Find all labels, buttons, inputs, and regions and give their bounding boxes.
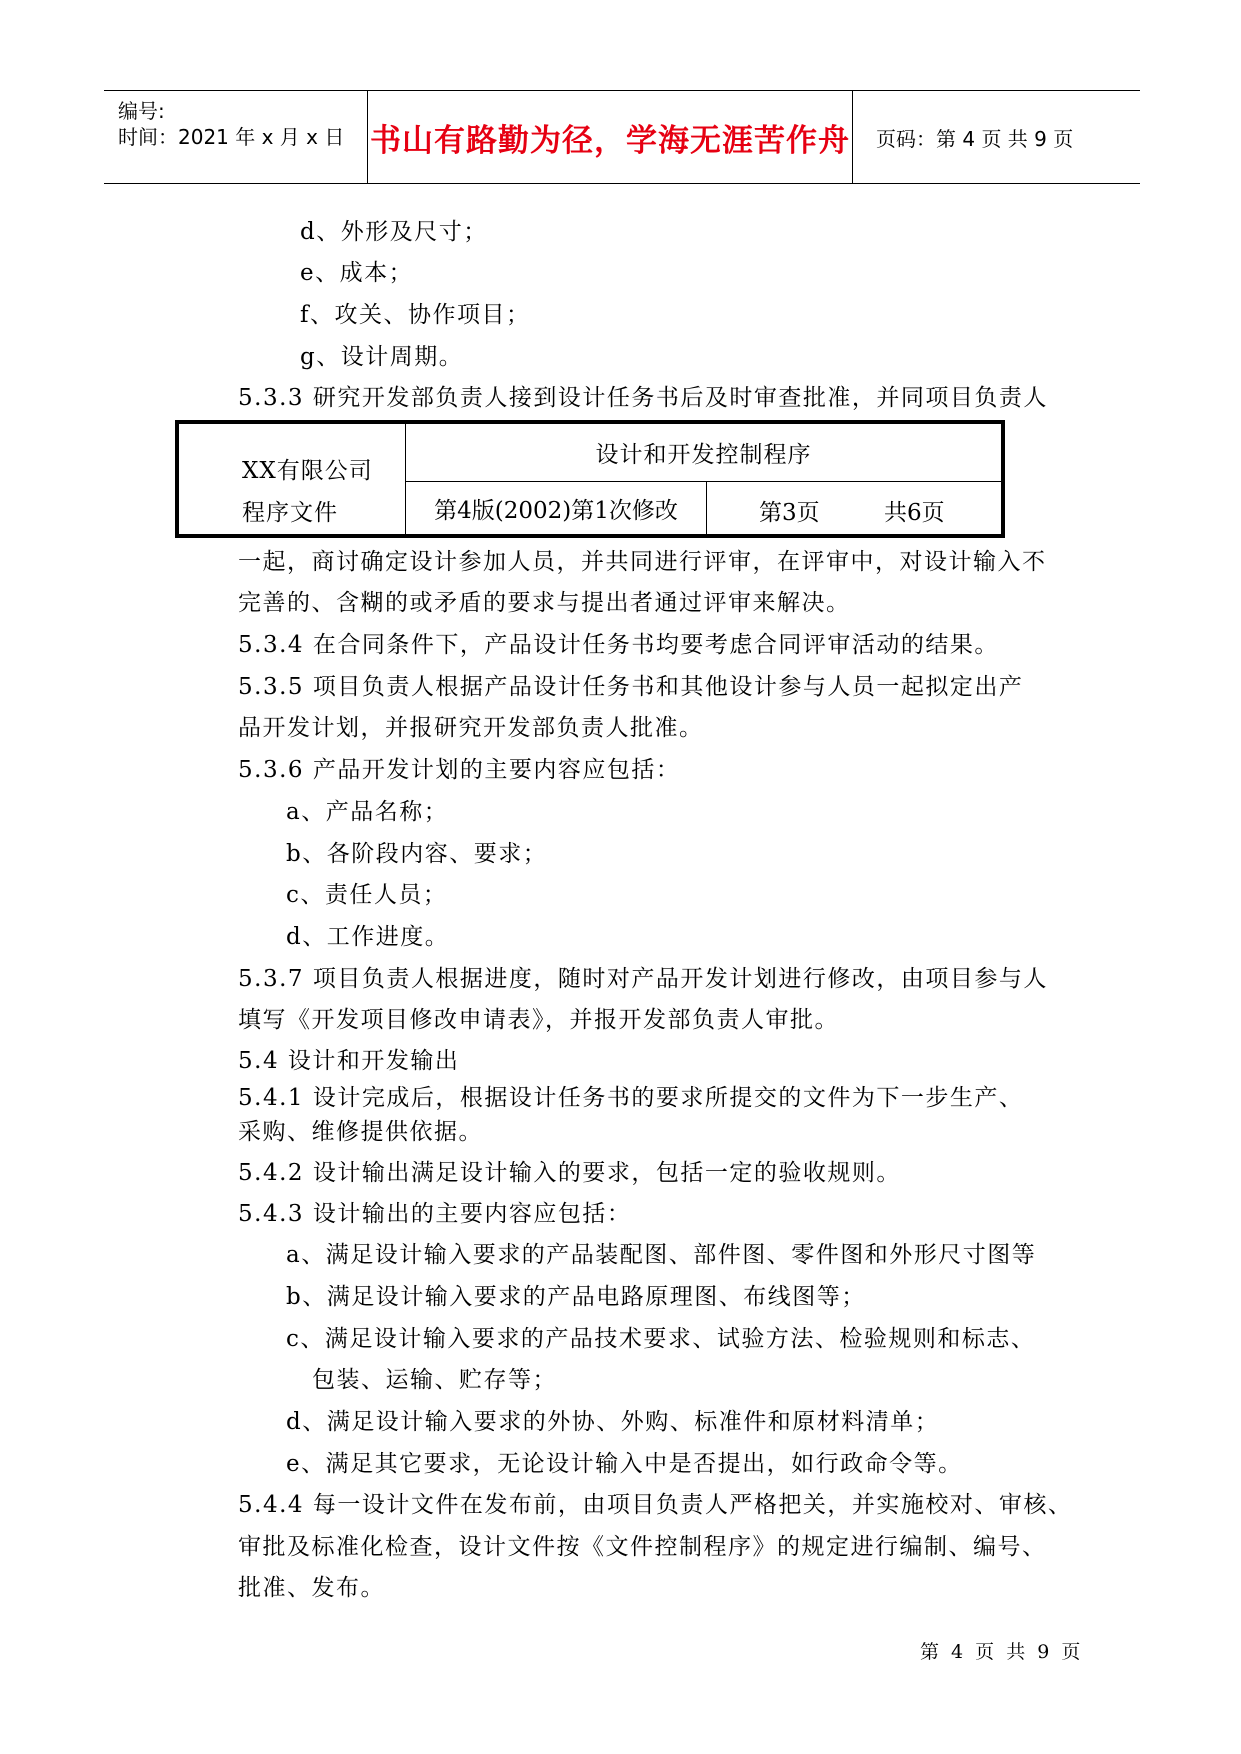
section-heading: 5.4 设计和开发输出 bbox=[238, 1048, 460, 1074]
box-total: 共6页 bbox=[884, 500, 945, 526]
list-item: a、产品名称； bbox=[286, 799, 449, 825]
company-name: XX有限公司 bbox=[242, 458, 373, 484]
time-label: 时间：2021 年 x 月 x 日 bbox=[118, 125, 345, 149]
paragraph-line: 5.3.3 研究开发部负责人接到设计任务书后及时审查批准，并同项目负责人 bbox=[238, 385, 1048, 411]
list-item: e、成本； bbox=[300, 260, 414, 286]
paragraph-line: 审批及标准化检查，设计文件按《文件控制程序》的规定进行编制、编号、 bbox=[238, 1534, 1047, 1560]
list-item-continuation: 包装、运输、贮存等； bbox=[312, 1367, 557, 1393]
paragraph-line: 采购、维修提供依据。 bbox=[238, 1119, 483, 1145]
paragraph-line: 一起，商讨确定设计参加人员，并共同进行评审，在评审中，对设计输入不 bbox=[238, 549, 1047, 575]
paragraph-line: 5.3.7 项目负责人根据进度，随时对产品开发计划进行修改，由项目参与人 bbox=[238, 966, 1048, 992]
list-item: f、攻关、协作项目； bbox=[300, 302, 531, 328]
paragraph-line: 5.4.1 设计完成后，根据设计任务书的要求所提交的文件为下一步生产、 bbox=[238, 1085, 1024, 1111]
paragraph-line: 批准、发布。 bbox=[238, 1575, 385, 1601]
paragraph-line: 完善的、含糊的或矛盾的要求与提出者通过评审来解决。 bbox=[238, 590, 851, 616]
number-label: 编号: bbox=[118, 99, 165, 123]
list-item: c、满足设计输入要求的产品技术要求、试验方法、检验规则和标志、 bbox=[286, 1326, 1036, 1352]
paragraph-line: 5.4.2 设计输出满足设计输入的要求，包括一定的验收规则。 bbox=[238, 1160, 901, 1186]
paragraph-line: 5.3.5 项目负责人根据产品设计任务书和其他设计参与人员一起拟定出产 bbox=[238, 674, 1024, 700]
list-item: d、工作进度。 bbox=[286, 924, 450, 950]
list-item: b、各阶段内容、要求； bbox=[286, 841, 548, 867]
procedure-title: 设计和开发控制程序 bbox=[406, 424, 1001, 482]
list-item: b、满足设计输入要求的产品电路原理图、布线图等； bbox=[286, 1284, 866, 1310]
edition-info: 第4版(2002)第1次修改 bbox=[406, 482, 707, 534]
paragraph-line: 5.4.4 每一设计文件在发布前，由项目负责人严格把关，并实施校对、审核、 bbox=[238, 1492, 1073, 1518]
company-document-box bbox=[175, 420, 1005, 538]
paragraph-line: 5.4.3 设计输出的主要内容应包括： bbox=[238, 1201, 632, 1227]
document-header bbox=[104, 90, 1140, 184]
paragraph-line: 填写《开发项目修改申请表》，并报开发部负责人审批。 bbox=[238, 1007, 839, 1033]
motto: 书山有路勤为径，学海无涯苦作舟 bbox=[368, 91, 853, 183]
header-meta-cell bbox=[104, 91, 368, 183]
list-item: g、设计周期。 bbox=[300, 344, 464, 370]
paragraph-line: 5.3.4 在合同条件下，产品设计任务书均要考虑合同评审活动的结果。 bbox=[238, 632, 999, 658]
doc-type: 程序文件 bbox=[242, 500, 338, 526]
company-cell bbox=[179, 424, 406, 534]
list-item: a、满足设计输入要求的产品装配图、部件图、零件图和外形尺寸图等 bbox=[286, 1242, 1037, 1268]
page-indicator: 页码：第 4 页 共 9 页 bbox=[876, 126, 1074, 151]
list-item: d、外形及尺寸； bbox=[300, 219, 488, 245]
page-footer: 第 4 页 共 9 页 bbox=[920, 1641, 1084, 1663]
paragraph-line: 5.3.6 产品开发计划的主要内容应包括： bbox=[238, 757, 681, 783]
list-item: d、满足设计输入要求的外协、外购、标准件和原材料清单； bbox=[286, 1409, 940, 1435]
list-item: e、满足其它要求，无论设计输入中是否提出，如行政命令等。 bbox=[286, 1451, 963, 1477]
paragraph-line: 品开发计划，并报研究开发部负责人批准。 bbox=[238, 715, 704, 741]
box-page: 第3页 bbox=[759, 500, 820, 526]
list-item: c、责任人员； bbox=[286, 882, 448, 908]
